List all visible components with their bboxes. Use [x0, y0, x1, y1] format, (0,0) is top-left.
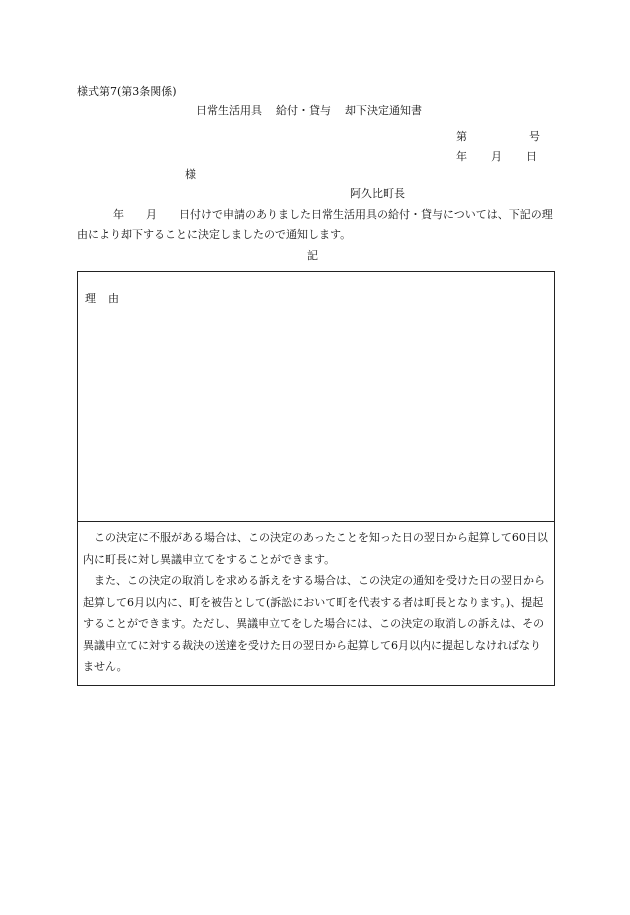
date-month: 月 — [491, 150, 502, 163]
reason-label-1: 理 — [85, 292, 96, 305]
appeal-paragraph-1: この決定に不服がある場合は、この決定のあったことを知った日の翌日から起算して60日以内に町長に対し異議申立てをすることができます。 — [83, 531, 548, 566]
reason-box — [77, 271, 555, 686]
body-year: 年 — [113, 208, 124, 221]
appeal-notice — [78, 521, 554, 678]
doc-number-suffix: 号 — [529, 130, 540, 143]
document-title — [196, 104, 422, 117]
reason-label-2: 由 — [108, 292, 119, 305]
title-part-2: 給付・貸与 — [276, 104, 331, 117]
title-part-3: 却下決定通知書 — [345, 104, 422, 117]
addressee-suffix: 様 — [185, 168, 196, 181]
appeal-paragraph-2: また、この決定の取消しを求める訴えをする場合は、この決定の通知を受けた日の翌日から起算して6月以内に、町を被告として(訴訟において町を代表する者は町長となります。)、提起することができます。ただし、異議申立てをした場合には、この決定の取消しの訴えは、その異議申立てに対する裁決の送達を受けた日の翌日から起算して6月以内に提起しなければなりません。 — [83, 574, 545, 673]
document-number — [456, 130, 540, 143]
title-part-1: 日常生活用具 — [196, 104, 262, 117]
issue-date — [456, 150, 537, 163]
date-year: 年 — [456, 150, 467, 163]
doc-number-prefix: 第 — [456, 130, 467, 143]
form-number: 様式第7(第3条関係) — [77, 85, 177, 98]
reason-label — [85, 292, 119, 305]
body-sentence: 日付けで申請のありました日常生活用具の給付・貸与については、下記の理由により却下することに決定しましたので通知します。 — [77, 208, 553, 241]
notice-body — [77, 205, 553, 245]
body-month: 月 — [146, 208, 157, 221]
ki-heading: 記 — [307, 249, 318, 262]
date-day: 日 — [526, 150, 537, 163]
issuer-name: 阿久比町長 — [350, 187, 405, 200]
